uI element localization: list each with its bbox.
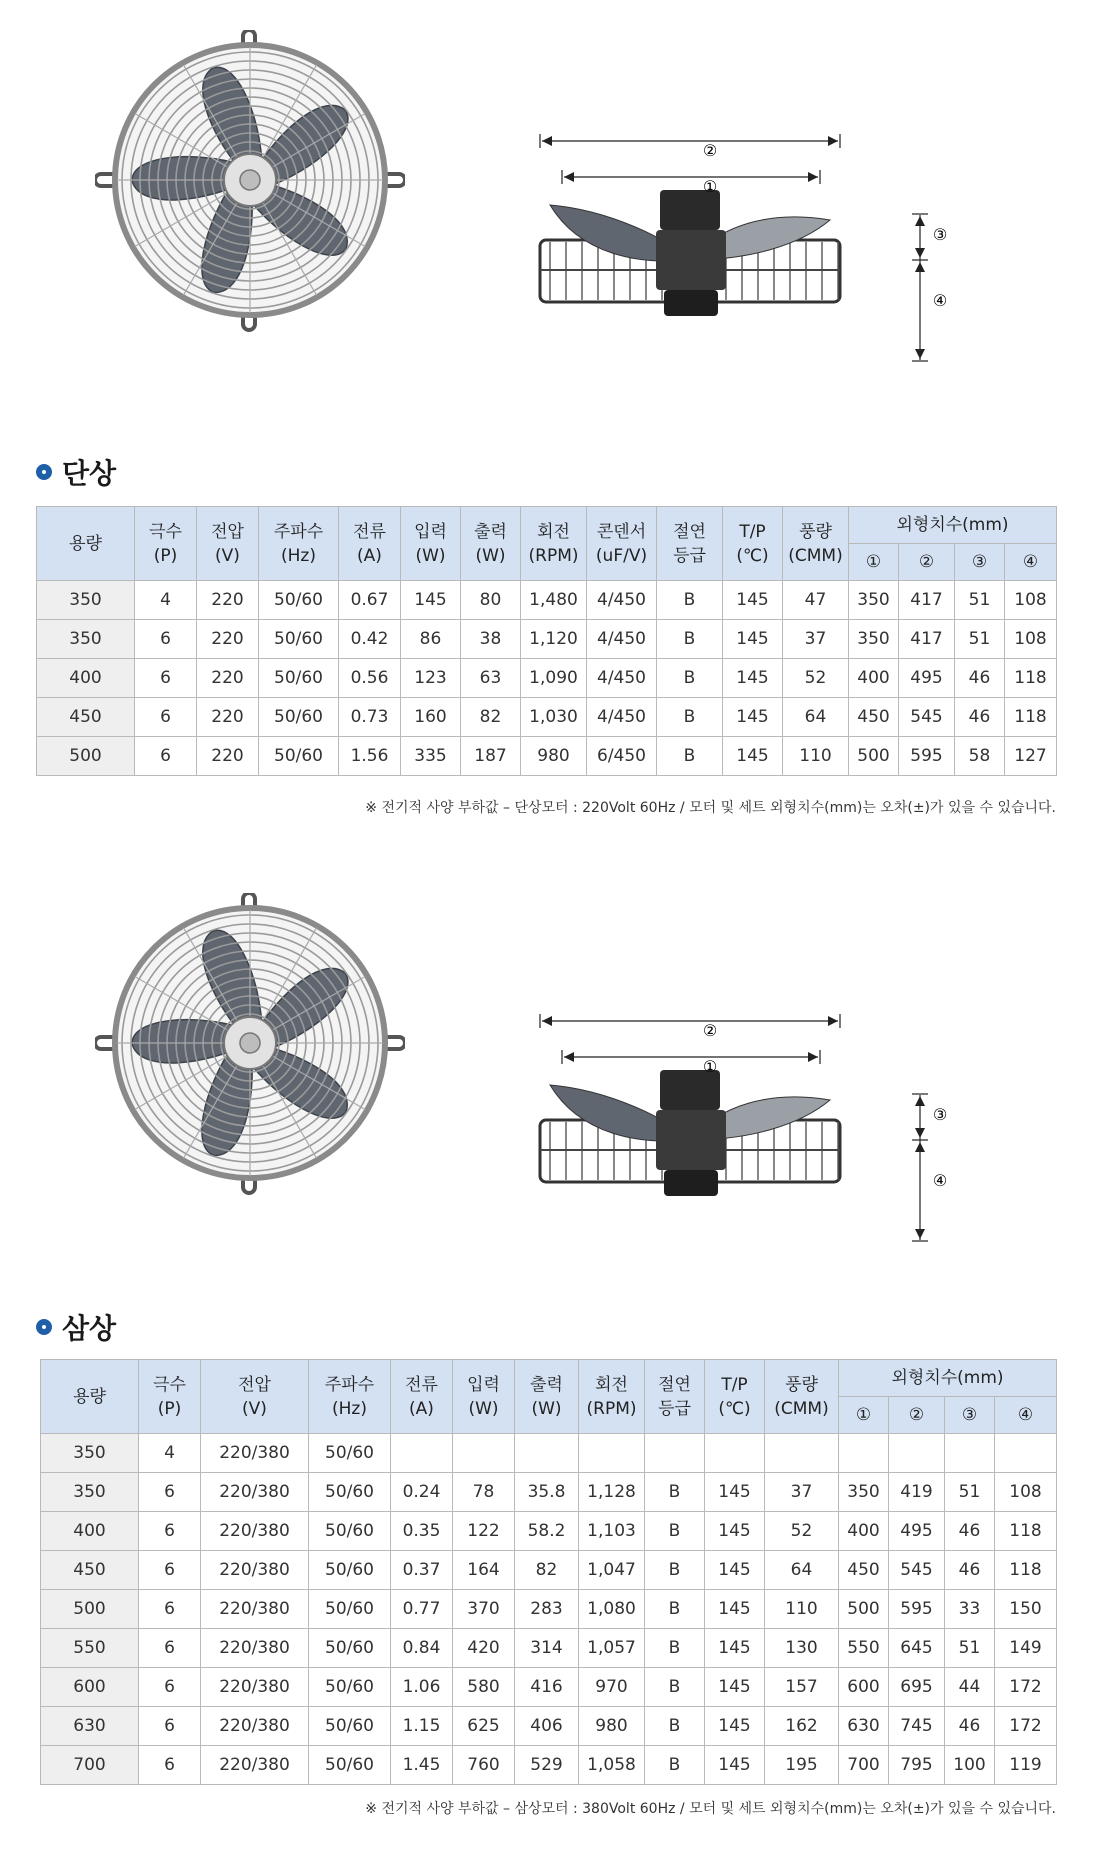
- th-input: 입력 (W): [401, 507, 461, 581]
- table-cell: 795: [889, 1746, 945, 1785]
- table-cell: 58.2: [515, 1512, 579, 1551]
- th-output: 출력 (W): [461, 507, 521, 581]
- table-cell: 400: [41, 1512, 139, 1551]
- table-row: [37, 581, 1057, 620]
- table-cell: 145: [723, 620, 783, 659]
- table-cell: 110: [783, 737, 849, 776]
- th-rpm: 회전 (RPM): [579, 1360, 645, 1434]
- table-cell: 46: [945, 1551, 995, 1590]
- table-cell: 0.42: [339, 620, 401, 659]
- th-ins: 절연 등급: [645, 1360, 705, 1434]
- dim-label-1: ①: [702, 177, 718, 196]
- table-cell: 63: [461, 659, 521, 698]
- table-cell: 350: [849, 620, 899, 659]
- table-cell: 50/60: [259, 698, 339, 737]
- table-cell: 145: [723, 698, 783, 737]
- table-cell: 580: [453, 1668, 515, 1707]
- table-cell: 82: [461, 698, 521, 737]
- th-current: 전류 (A): [339, 507, 401, 581]
- table-cell: 123: [401, 659, 461, 698]
- bullet-icon: [36, 464, 52, 480]
- table-cell: [945, 1434, 995, 1473]
- table-cell: 64: [783, 698, 849, 737]
- bullet-icon: [36, 1319, 52, 1335]
- table-cell: 1.06: [391, 1668, 453, 1707]
- table-row: [41, 1629, 1057, 1668]
- th-dim-2: ②: [899, 544, 955, 581]
- table-cell: [889, 1434, 945, 1473]
- table-cell: 118: [1005, 659, 1057, 698]
- table-cell: 6: [139, 1473, 201, 1512]
- table-cell: 1,480: [521, 581, 587, 620]
- table-cell: 220/380: [201, 1707, 309, 1746]
- table-cell: B: [645, 1629, 705, 1668]
- table-cell: 335: [401, 737, 461, 776]
- table-cell: 130: [765, 1629, 839, 1668]
- table-row: [41, 1590, 1057, 1629]
- dim-label-4: ④: [932, 1171, 948, 1190]
- table-row: [41, 1746, 1057, 1785]
- th-cond: 콘덴서 (uF/V): [587, 507, 657, 581]
- th-dim-4: ④: [995, 1397, 1057, 1434]
- table-cell: 38: [461, 620, 521, 659]
- table-cell: 1,057: [579, 1629, 645, 1668]
- section-title-three-text: 삼상: [62, 1312, 117, 1345]
- table-cell: 350: [37, 581, 135, 620]
- table-cell: 108: [1005, 620, 1057, 659]
- th-dims: 외형치수(mm): [849, 507, 1057, 544]
- table-cell: 1,047: [579, 1551, 645, 1590]
- table-cell: 108: [1005, 581, 1057, 620]
- table-cell: 220/380: [201, 1434, 309, 1473]
- table-cell: 220/380: [201, 1473, 309, 1512]
- table-cell: 46: [945, 1707, 995, 1746]
- table-cell: 64: [765, 1551, 839, 1590]
- table-cell: 1,103: [579, 1512, 645, 1551]
- table-cell: 0.56: [339, 659, 401, 698]
- table-cell: 220/380: [201, 1512, 309, 1551]
- table-row: [37, 698, 1057, 737]
- table-cell: 420: [453, 1629, 515, 1668]
- table-cell: B: [645, 1746, 705, 1785]
- table-cell: 187: [461, 737, 521, 776]
- table-cell: 600: [41, 1668, 139, 1707]
- table-cell: 6: [139, 1668, 201, 1707]
- table-cell: 6: [139, 1746, 201, 1785]
- table-cell: 1,080: [579, 1590, 645, 1629]
- table-cell: 46: [945, 1512, 995, 1551]
- table-cell: 1.15: [391, 1707, 453, 1746]
- table-cell: 145: [705, 1512, 765, 1551]
- table-cell: 6: [139, 1707, 201, 1746]
- table-cell: 6: [135, 659, 197, 698]
- table-cell: B: [645, 1551, 705, 1590]
- th-tp: T/P (℃): [705, 1360, 765, 1434]
- table-cell: [765, 1434, 839, 1473]
- table-cell: 0.73: [339, 698, 401, 737]
- single-table-body: [37, 581, 1057, 776]
- table-cell: 110: [765, 1590, 839, 1629]
- table-cell: [839, 1434, 889, 1473]
- table-cell: 350: [37, 620, 135, 659]
- table-cell: 195: [765, 1746, 839, 1785]
- table-cell: 145: [705, 1629, 765, 1668]
- table-cell: 4/450: [587, 698, 657, 737]
- table-cell: B: [657, 698, 723, 737]
- table-cell: 118: [995, 1512, 1057, 1551]
- table-cell: 0.67: [339, 581, 401, 620]
- table-row: [41, 1434, 1057, 1473]
- table-cell: 417: [899, 620, 955, 659]
- table-cell: 220/380: [201, 1746, 309, 1785]
- table-cell: 50/60: [309, 1746, 391, 1785]
- th-poles: 극수 (P): [135, 507, 197, 581]
- table-cell: 220: [197, 581, 259, 620]
- table-cell: 118: [1005, 698, 1057, 737]
- table-row: [41, 1707, 1057, 1746]
- table-cell: 700: [41, 1746, 139, 1785]
- table-cell: [453, 1434, 515, 1473]
- table-cell: 500: [41, 1590, 139, 1629]
- th-volt: 전압 (V): [197, 507, 259, 581]
- table-cell: 500: [849, 737, 899, 776]
- table-cell: 51: [955, 581, 1005, 620]
- table-cell: 100: [945, 1746, 995, 1785]
- table-cell: 37: [765, 1473, 839, 1512]
- table-cell: 450: [37, 698, 135, 737]
- table-cell: 350: [41, 1434, 139, 1473]
- table-cell: 760: [453, 1746, 515, 1785]
- th-poles: 극수 (P): [139, 1360, 201, 1434]
- table-cell: 400: [839, 1512, 889, 1551]
- th-dim-3: ③: [955, 544, 1005, 581]
- table-cell: 145: [705, 1707, 765, 1746]
- table-row: [41, 1473, 1057, 1512]
- table-cell: 980: [521, 737, 587, 776]
- table-cell: 220/380: [201, 1629, 309, 1668]
- table-cell: B: [645, 1590, 705, 1629]
- table-cell: 172: [995, 1668, 1057, 1707]
- table-cell: 500: [839, 1590, 889, 1629]
- table-cell: 645: [889, 1629, 945, 1668]
- table-cell: 52: [765, 1512, 839, 1551]
- three-table-body: [41, 1434, 1057, 1785]
- table-cell: 108: [995, 1473, 1057, 1512]
- dim-label-3: ③: [932, 1105, 948, 1124]
- th-freq: 주파수 (Hz): [309, 1360, 391, 1434]
- table-cell: 595: [889, 1590, 945, 1629]
- table-cell: 145: [705, 1551, 765, 1590]
- table-cell: 406: [515, 1707, 579, 1746]
- table-cell: 600: [839, 1668, 889, 1707]
- table-cell: B: [645, 1512, 705, 1551]
- table-cell: 595: [899, 737, 955, 776]
- table-cell: B: [645, 1473, 705, 1512]
- table-cell: 46: [955, 698, 1005, 737]
- table-cell: 970: [579, 1668, 645, 1707]
- table-cell: 370: [453, 1590, 515, 1629]
- table-cell: 495: [899, 659, 955, 698]
- table-cell: 50/60: [309, 1434, 391, 1473]
- table-cell: 127: [1005, 737, 1057, 776]
- table-cell: 220/380: [201, 1551, 309, 1590]
- table-row: [41, 1512, 1057, 1551]
- table-cell: 0.77: [391, 1590, 453, 1629]
- table-cell: 6: [135, 737, 197, 776]
- table-cell: 700: [839, 1746, 889, 1785]
- table-cell: 745: [889, 1707, 945, 1746]
- table-cell: 118: [995, 1551, 1057, 1590]
- table-cell: 1,128: [579, 1473, 645, 1512]
- table-cell: 50/60: [309, 1707, 391, 1746]
- table-cell: 145: [401, 581, 461, 620]
- table-cell: B: [657, 581, 723, 620]
- table-cell: 417: [899, 581, 955, 620]
- th-cap: 용량: [41, 1360, 139, 1434]
- table-cell: 695: [889, 1668, 945, 1707]
- table-cell: 172: [995, 1707, 1057, 1746]
- th-dim-3: ③: [945, 1397, 995, 1434]
- table-cell: [645, 1434, 705, 1473]
- table-cell: 4/450: [587, 659, 657, 698]
- table-row: [37, 737, 1057, 776]
- table-cell: 157: [765, 1668, 839, 1707]
- table-cell: 80: [461, 581, 521, 620]
- table-cell: 50/60: [259, 620, 339, 659]
- table-cell: 6: [139, 1590, 201, 1629]
- table-cell: 35.8: [515, 1473, 579, 1512]
- th-freq: 주파수 (Hz): [259, 507, 339, 581]
- table-cell: 33: [945, 1590, 995, 1629]
- th-dim-1: ①: [849, 544, 899, 581]
- table-cell: 78: [453, 1473, 515, 1512]
- three-phase-table: [40, 1359, 1057, 1785]
- table-cell: 6: [135, 620, 197, 659]
- table-cell: B: [657, 659, 723, 698]
- th-rpm: 회전 (RPM): [521, 507, 587, 581]
- table-cell: 450: [849, 698, 899, 737]
- table-cell: 0.37: [391, 1551, 453, 1590]
- table-cell: [995, 1434, 1057, 1473]
- th-dim-2: ②: [889, 1397, 945, 1434]
- th-input: 입력 (W): [453, 1360, 515, 1434]
- table-cell: 149: [995, 1629, 1057, 1668]
- table-cell: 0.24: [391, 1473, 453, 1512]
- table-cell: 6: [139, 1551, 201, 1590]
- table-cell: 50/60: [259, 659, 339, 698]
- table-cell: 52: [783, 659, 849, 698]
- table-cell: 416: [515, 1668, 579, 1707]
- table-cell: 545: [889, 1551, 945, 1590]
- table-cell: 145: [705, 1590, 765, 1629]
- table-cell: 50/60: [309, 1512, 391, 1551]
- dim-label-3: ③: [932, 225, 948, 244]
- table-cell: 6/450: [587, 737, 657, 776]
- table-cell: 4/450: [587, 581, 657, 620]
- table-cell: 283: [515, 1590, 579, 1629]
- table-cell: 350: [849, 581, 899, 620]
- table-cell: 0.84: [391, 1629, 453, 1668]
- th-cap: 용량: [37, 507, 135, 581]
- table-cell: 980: [579, 1707, 645, 1746]
- th-dim-4: ④: [1005, 544, 1057, 581]
- fan-front-photo-2: [95, 893, 405, 1203]
- table-cell: B: [657, 737, 723, 776]
- table-cell: 145: [705, 1473, 765, 1512]
- table-cell: 1,090: [521, 659, 587, 698]
- table-cell: 150: [995, 1590, 1057, 1629]
- table-cell: 145: [723, 659, 783, 698]
- table-cell: 50/60: [309, 1629, 391, 1668]
- table-cell: 400: [37, 659, 135, 698]
- table-cell: 58: [955, 737, 1005, 776]
- table-cell: B: [657, 620, 723, 659]
- table-cell: 545: [899, 698, 955, 737]
- table-cell: 0.35: [391, 1512, 453, 1551]
- fan-front-photo-1: [95, 30, 405, 340]
- table-row: [37, 620, 1057, 659]
- table-cell: 1,120: [521, 620, 587, 659]
- table-cell: 550: [839, 1629, 889, 1668]
- table-row: [41, 1668, 1057, 1707]
- table-cell: 50/60: [309, 1473, 391, 1512]
- table-cell: 220: [197, 737, 259, 776]
- table-cell: 630: [839, 1707, 889, 1746]
- table-cell: 1.45: [391, 1746, 453, 1785]
- table-cell: 6: [139, 1629, 201, 1668]
- table-cell: 47: [783, 581, 849, 620]
- table-cell: 419: [889, 1473, 945, 1512]
- th-dims: 외형치수(mm): [839, 1360, 1057, 1397]
- table-cell: 51: [955, 620, 1005, 659]
- table-cell: 50/60: [309, 1590, 391, 1629]
- table-cell: 50/60: [309, 1668, 391, 1707]
- table-cell: 46: [955, 659, 1005, 698]
- table-row: [41, 1551, 1057, 1590]
- table-cell: 162: [765, 1707, 839, 1746]
- table-cell: B: [645, 1668, 705, 1707]
- table-cell: 50/60: [259, 737, 339, 776]
- th-volt: 전압 (V): [201, 1360, 309, 1434]
- single-note: ※ 전기적 사양 부하값 – 단상모터 : 220Volt 60Hz / 모터 및 세트 외형치수(mm)는 오차(±)가 있을 수 있습니다.: [365, 800, 1056, 816]
- dim-label-2: ②: [702, 1021, 718, 1040]
- th-flow: 풍량 (CMM): [783, 507, 849, 581]
- table-cell: 1.56: [339, 737, 401, 776]
- table-cell: 220/380: [201, 1590, 309, 1629]
- table-cell: 145: [723, 737, 783, 776]
- th-current: 전류 (A): [391, 1360, 453, 1434]
- table-cell: 500: [37, 737, 135, 776]
- table-cell: 630: [41, 1707, 139, 1746]
- table-cell: 350: [839, 1473, 889, 1512]
- table-cell: 51: [945, 1473, 995, 1512]
- table-cell: 44: [945, 1668, 995, 1707]
- table-cell: B: [645, 1707, 705, 1746]
- fan-side-diagram-2: [520, 1010, 960, 1250]
- table-cell: 6: [135, 698, 197, 737]
- dim-label-2: ②: [702, 141, 718, 160]
- table-cell: 145: [723, 581, 783, 620]
- table-cell: 220: [197, 659, 259, 698]
- th-flow: 풍량 (CMM): [765, 1360, 839, 1434]
- table-cell: 145: [705, 1668, 765, 1707]
- table-cell: 450: [41, 1551, 139, 1590]
- three-note: ※ 전기적 사양 부하값 – 삼상모터 : 380Volt 60Hz / 모터 및 세트 외형치수(mm)는 오차(±)가 있을 수 있습니다.: [365, 1801, 1056, 1817]
- table-cell: 220: [197, 620, 259, 659]
- table-cell: 51: [945, 1629, 995, 1668]
- table-cell: 400: [849, 659, 899, 698]
- th-ins: 절연 등급: [657, 507, 723, 581]
- dim-label-4: ④: [932, 291, 948, 310]
- section-title-single-text: 단상: [62, 457, 117, 490]
- dim-label-1: ①: [702, 1057, 718, 1076]
- table-cell: [391, 1434, 453, 1473]
- table-row: [37, 659, 1057, 698]
- table-cell: [579, 1434, 645, 1473]
- table-cell: 314: [515, 1629, 579, 1668]
- table-cell: 50/60: [259, 581, 339, 620]
- single-phase-table: [36, 506, 1057, 776]
- table-cell: 37: [783, 620, 849, 659]
- table-cell: 119: [995, 1746, 1057, 1785]
- table-cell: 160: [401, 698, 461, 737]
- th-output: 출력 (W): [515, 1360, 579, 1434]
- table-cell: 220/380: [201, 1668, 309, 1707]
- table-cell: 625: [453, 1707, 515, 1746]
- table-cell: 122: [453, 1512, 515, 1551]
- table-cell: 82: [515, 1551, 579, 1590]
- table-cell: 550: [41, 1629, 139, 1668]
- table-cell: 529: [515, 1746, 579, 1785]
- table-cell: 164: [453, 1551, 515, 1590]
- table-cell: 350: [41, 1473, 139, 1512]
- section-title-single: [36, 452, 116, 492]
- table-cell: 145: [705, 1746, 765, 1785]
- table-cell: 4: [135, 581, 197, 620]
- table-cell: 86: [401, 620, 461, 659]
- fan-side-diagram-1: [520, 130, 960, 370]
- th-dim-1: ①: [839, 1397, 889, 1434]
- table-cell: 1,030: [521, 698, 587, 737]
- th-tp: T/P (℃): [723, 507, 783, 581]
- table-cell: [705, 1434, 765, 1473]
- table-cell: 1,058: [579, 1746, 645, 1785]
- table-cell: [515, 1434, 579, 1473]
- table-cell: 6: [139, 1512, 201, 1551]
- table-cell: 4: [139, 1434, 201, 1473]
- table-cell: 50/60: [309, 1551, 391, 1590]
- table-cell: 450: [839, 1551, 889, 1590]
- table-cell: 4/450: [587, 620, 657, 659]
- table-cell: 495: [889, 1512, 945, 1551]
- section-title-three: [36, 1307, 116, 1347]
- table-cell: 220: [197, 698, 259, 737]
